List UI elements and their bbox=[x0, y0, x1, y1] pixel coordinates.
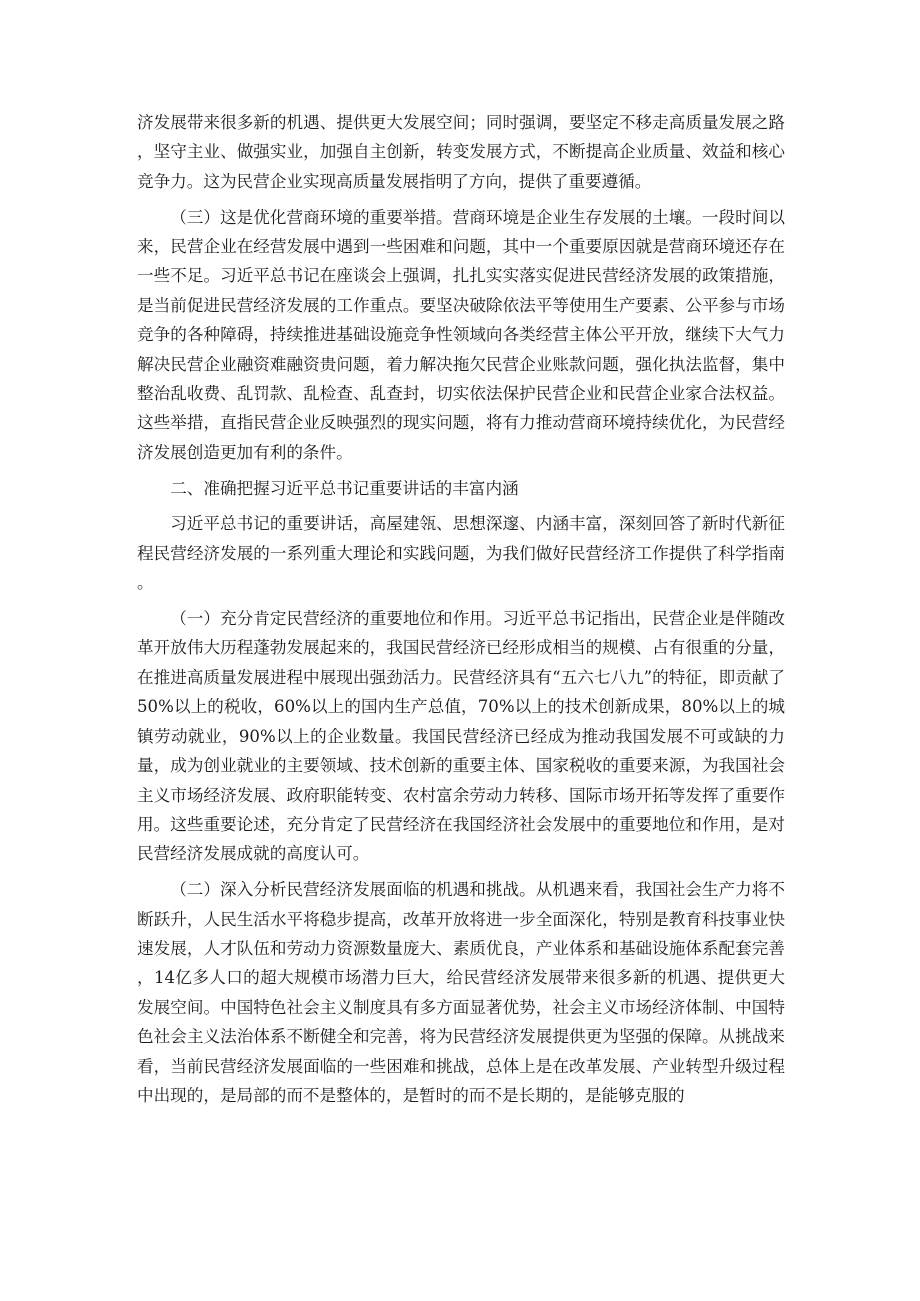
section-heading-2: 二、准确把握习近平总书记重要讲话的丰富内涵 bbox=[170, 478, 519, 498]
paragraph-speech-overview: 习近平总书记的重要讲话，高屋建瓴、思想深邃、内涵丰富，深刻回答了新时代新征程民营经济发展的一系列重大理论和实践问题，为我们做好民营经济工作提供了科学指南。 bbox=[137, 514, 785, 593]
document-body bbox=[137, 108, 785, 1117]
paragraph-business-environment: （三）这是优化营商环境的重要举措。营商环境是企业生存发展的土壤。一段时间以来，民营企业在经营发展中遇到一些困难和问题，其中一个重要原因就是营商环境还存在一些不足。习近平总书记在座谈会上强调，扎扎实实落实促进民营经济发展的政策措施，是当前促进民营经济发展的工作重点。要坚决破除依法平等使用生产要素、公平参与市场竞争的各种障碍，持续推进基础设施竞争性领域向各类经营主体公平开放，继续下大气力解决民营企业融资难融资贵问题，着力解决拖欠民营企业账款问题，强化执法监督，集中整治乱收费、乱罚款、乱检查、乱查封，切实依法保护民营企业和民营企业家合法权益。这些举措，直指民营企业反映强烈的现实问题，将有力推动营商环境持续优化，为民营经济发展创造更加有利的条件。 bbox=[137, 207, 785, 462]
paragraph-continuation: 济发展带来很多新的机遇、提供更大发展空间；同时强调，要坚定不移走高质量发展之路，坚守主业、做强实业，加强自主创新，转变发展方式，不断提高企业质量、效益和核心竞争力。这为民营企业实现高质量发展指明了方向，提供了重要遵循。 bbox=[137, 113, 785, 191]
paragraph-opportunities-challenges: （二）深入分析民营经济发展面临的机遇和挑战。从机遇来看，我国社会生产力将不断跃升，人民生活水平将稳步提高，改革开放将进一步全面深化，特别是教育科技事业快速发展，人才队伍和劳动力资源数量庞大、素质优良，产业体系和基础设施体系配套完善，14亿多人口的超大规模市场潜力巨大，给民营经济发展带来很多新的机遇、提供更大发展空间。中国特色社会主义制度具有多方面显著优势，社会主义市场经济体制、中国特色社会主义法治体系不断健全和完善，将为民营经济发展提供更为坚强的保障。从挑战来看，当前民营经济发展面临的一些困难和挑战，总体上是在改革发展、产业转型升级过程中出现的，是局部的而不是整体的，是暂时的而不是长期的，是能够克服的 bbox=[137, 880, 785, 1105]
paragraph-status-and-role: （一）充分肯定民营经济的重要地位和作用。习近平总书记指出，民营企业是伴随改革开放伟大历程蓬勃发展起来的，我国民营经济已经形成相当的规模、占有很重的分量，在推进高质量发展进程中展现出强劲活力。民营经济具有“五六七八九”的特征，即贡献了50%以上的税收，60%以上的国内生产总值，70%以上的技术创新成果，80%以上的城镇劳动就业，90%以上的企业数量。我国民营经济已经成为推动我国发展不可或缺的力量，成为创业就业的主要领域、技术创新的重要主体、国家税收的重要来源，为我国社会主义市场经济发展、政府职能转变、农村富余劳动力转移、国际市场开拓等发挥了重要作用。这些重要论述，充分肯定了民营经济在我国经济社会发展中的重要地位和作用，是对民营经济发展成就的高度认可。 bbox=[137, 609, 785, 864]
